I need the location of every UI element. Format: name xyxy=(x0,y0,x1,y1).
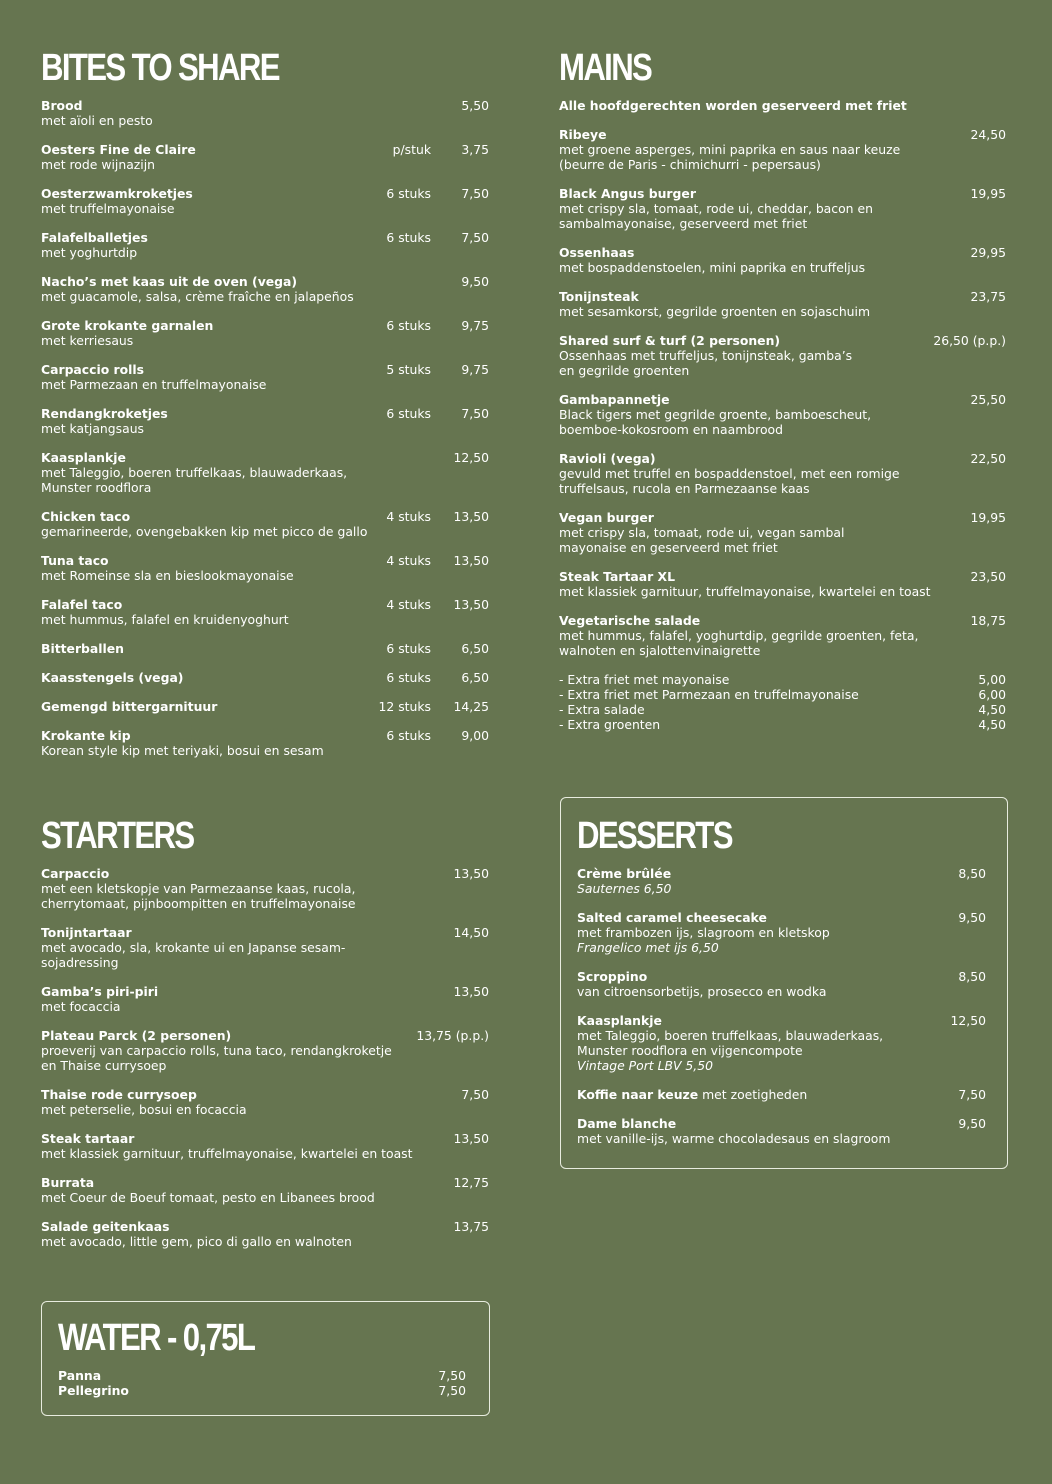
menu-item xyxy=(41,1087,489,1117)
mains-extras xyxy=(559,672,1006,732)
item-description: met avocado, sla, krokante ui en Japanse sesam-sojadressing xyxy=(41,940,346,970)
item-price: 19,95 xyxy=(970,510,1006,525)
menu-item xyxy=(41,641,489,656)
item-name xyxy=(41,1087,489,1102)
desserts-list xyxy=(577,866,986,1146)
item-name xyxy=(41,866,489,881)
item-price: 13,50 xyxy=(453,597,489,612)
item-price: 12,75 xyxy=(453,1175,489,1190)
extra-row xyxy=(559,672,1006,687)
item-description: met bospaddenstoelen, mini paprika en truffeljus xyxy=(559,260,866,275)
item-price: 9,50 xyxy=(461,274,489,289)
extra-label: - Extra friet met Parmezaan en truffelmayonaise xyxy=(559,687,859,702)
menu-item xyxy=(41,699,489,714)
item-price: 12,50 xyxy=(950,1013,986,1028)
menu-item xyxy=(41,230,489,260)
menu-item xyxy=(559,613,1006,658)
item-quantity: 6 stuks xyxy=(386,230,431,245)
water-row xyxy=(58,1383,466,1398)
water-list xyxy=(58,1368,466,1398)
menu-item xyxy=(41,597,489,627)
menu-item xyxy=(41,142,489,172)
item-name-text: Plateau Parck (2 personen) xyxy=(41,1028,232,1043)
menu-item xyxy=(41,670,489,685)
item-name-text: Carpaccio rolls xyxy=(41,362,145,377)
item-name xyxy=(577,866,986,881)
item-price: 13,50 xyxy=(453,509,489,524)
menu-item xyxy=(41,98,489,128)
item-name-text: Carpaccio xyxy=(41,866,110,881)
item-price: 9,50 xyxy=(958,910,986,925)
item-name-text: Chicken taco xyxy=(41,509,131,524)
desserts-section xyxy=(577,812,986,1160)
item-name xyxy=(577,910,986,925)
item-name xyxy=(577,969,986,984)
item-name-text: Shared surf & turf (2 personen) xyxy=(559,333,781,348)
item-name xyxy=(577,1116,986,1131)
menu-item xyxy=(41,553,489,583)
item-name-text: Falafel taco xyxy=(41,597,123,612)
item-description: met klassiek garnituur, truffelmayonaise, kwartelei en toast xyxy=(559,584,931,599)
item-price: 9,75 xyxy=(461,318,489,333)
item-name-text: Gemengd bittergarnituur xyxy=(41,699,218,714)
menu-item xyxy=(41,186,489,216)
desserts-heading: DESSERTS xyxy=(577,815,732,857)
item-name xyxy=(559,289,1006,304)
item-description: met aïoli en pesto xyxy=(41,113,153,128)
item-name xyxy=(41,925,489,940)
item-name xyxy=(41,1175,489,1190)
item-name-text: Oesterzwamkroketjes xyxy=(41,186,193,201)
item-wine-pairing: Vintage Port LBV 5,50 xyxy=(577,1058,714,1073)
bites-section xyxy=(41,44,489,772)
item-quantity: 5 stuks xyxy=(386,362,431,377)
menu-item xyxy=(559,289,1006,319)
item-price: 18,75 xyxy=(970,613,1006,628)
item-name xyxy=(559,451,1006,466)
item-name-text: Thaise rode currysoep xyxy=(41,1087,197,1102)
item-name xyxy=(41,450,489,465)
menu-item xyxy=(559,333,1006,378)
item-description: proeverij van carpaccio rolls, tuna taco, rendangkroketje en Thaise currysoep xyxy=(41,1043,392,1073)
menu-item xyxy=(577,969,986,999)
bites-heading: BITES TO SHARE xyxy=(41,47,279,89)
item-name-text: Ossenhaas xyxy=(559,245,635,260)
menu-item xyxy=(41,450,489,495)
item-quantity: 6 stuks xyxy=(386,406,431,421)
item-price: 23,50 xyxy=(970,569,1006,584)
water-heading: WATER - 0,75L xyxy=(58,1317,255,1359)
menu-item xyxy=(41,1219,489,1249)
menu-item xyxy=(559,451,1006,496)
water-row xyxy=(58,1368,466,1383)
item-price: 19,95 xyxy=(970,186,1006,201)
item-description: met yoghurtdip xyxy=(41,245,138,260)
menu-item xyxy=(577,1087,986,1102)
water-section xyxy=(58,1314,466,1398)
item-name-text: Koffie naar keuze xyxy=(577,1087,699,1102)
menu-item xyxy=(577,1013,986,1073)
mains-note: Alle hoofdgerechten worden geserveerd met friet xyxy=(559,98,907,113)
item-name xyxy=(41,1131,489,1146)
menu-item xyxy=(559,392,1006,437)
menu-item xyxy=(41,728,489,758)
item-description: Korean style kip met teriyaki, bosui en sesam xyxy=(41,743,324,758)
item-wine-pairing: Frangelico met ijs 6,50 xyxy=(577,940,719,955)
extra-price: 6,00 xyxy=(978,687,1006,702)
item-price: 13,75 (p.p.) xyxy=(416,1028,489,1043)
item-name xyxy=(559,510,1006,525)
item-name-text: Krokante kip xyxy=(41,728,131,743)
item-description: met groene asperges, mini paprika en saus naar keuze (beurre de Paris - chimichurri - pepersaus) xyxy=(559,142,901,172)
item-quantity: 12 stuks xyxy=(378,699,431,714)
menu-item xyxy=(41,866,489,911)
menu-item xyxy=(41,318,489,348)
item-price: 6,50 xyxy=(461,670,489,685)
item-description: van citroensorbetijs, prosecco en wodka xyxy=(577,984,827,999)
item-name xyxy=(559,186,1006,201)
item-description: met vanille-ijs, warme chocoladesaus en slagroom xyxy=(577,1131,891,1146)
item-wine-pairing: Sauternes 6,50 xyxy=(577,881,672,896)
item-quantity: 6 stuks xyxy=(386,641,431,656)
item-name-text: Vegetarische salade xyxy=(559,613,701,628)
menu-item xyxy=(559,569,1006,599)
item-description: met avocado, little gem, pico di gallo en walnoten xyxy=(41,1234,352,1249)
item-description: gemarineerde, ovengebakken kip met picco de gallo xyxy=(41,524,368,539)
item-name xyxy=(41,984,489,999)
item-description: met sesamkorst, gegrilde groenten en sojaschuim xyxy=(559,304,871,319)
item-name xyxy=(559,392,1006,407)
item-name-text: Bitterballen xyxy=(41,641,125,656)
extra-label: - Extra salade xyxy=(559,702,645,717)
extra-row xyxy=(559,687,1006,702)
mains-heading: MAINS xyxy=(559,47,652,89)
item-price: 8,50 xyxy=(958,866,986,881)
item-price: 13,75 xyxy=(453,1219,489,1234)
item-description: met truffelmayonaise xyxy=(41,201,175,216)
item-name-text: Dame blanche xyxy=(577,1116,677,1131)
item-name-text: Tuna taco xyxy=(41,553,109,568)
starters-section xyxy=(41,812,489,1263)
item-name-text: Oesters Fine de Claire xyxy=(41,142,196,157)
item-name xyxy=(41,98,489,113)
item-quantity: 6 stuks xyxy=(386,318,431,333)
item-description: met klassiek garnituur, truffelmayonaise, kwartelei en toast xyxy=(41,1146,413,1161)
item-description: Black tigers met gegrilde groente, bamboescheut, boemboe-kokosroom en naambrood xyxy=(559,407,872,437)
starters-heading: STARTERS xyxy=(41,815,194,857)
menu-item xyxy=(577,1116,986,1146)
item-price: 22,50 xyxy=(970,451,1006,466)
item-name-text: Kaasstengels (vega) xyxy=(41,670,184,685)
item-description: met rode wijnazijn xyxy=(41,157,156,172)
extra-row xyxy=(559,702,1006,717)
item-inline-desc: met zoetigheden xyxy=(698,1087,808,1102)
menu-item xyxy=(41,1028,489,1073)
item-name-text: Steak Tartaar XL xyxy=(559,569,676,584)
menu-item xyxy=(41,406,489,436)
item-name-text: Tonijntartaar xyxy=(41,925,132,940)
menu-item xyxy=(559,127,1006,172)
item-description: met Taleggio, boeren truffelkaas, blauwaderkaas, Munster roodflora en vijgencompote xyxy=(577,1028,884,1058)
item-description: gevuld met truffel en bospaddenstoel, met een romige truffelsaus, rucola en Parmezaanse kaas xyxy=(559,466,900,496)
item-price: 26,50 (p.p.) xyxy=(933,333,1006,348)
item-name-text: Gamba’s piri-piri xyxy=(41,984,159,999)
menu-item xyxy=(41,1131,489,1161)
item-name-text: Gambapannetje xyxy=(559,392,670,407)
item-quantity: 4 stuks xyxy=(386,597,431,612)
item-name-text: Ribeye xyxy=(559,127,607,142)
item-price: 7,50 xyxy=(461,1087,489,1102)
menu-item xyxy=(41,984,489,1014)
item-description: met crispy sla, tomaat, rode ui, cheddar, bacon en sambalmayonaise, geserveerd met friet xyxy=(559,201,873,231)
item-quantity: 6 stuks xyxy=(386,728,431,743)
item-name-text: Kaasplankje xyxy=(41,450,126,465)
item-name-text: Tonijnsteak xyxy=(559,289,639,304)
item-quantity: 6 stuks xyxy=(386,186,431,201)
item-name-text: Falafelballetjes xyxy=(41,230,148,245)
item-name-text: Nacho’s met kaas uit de oven (vega) xyxy=(41,274,298,289)
item-price: 12,50 xyxy=(453,450,489,465)
item-price: 25,50 xyxy=(970,392,1006,407)
item-price: 7,50 xyxy=(461,186,489,201)
item-price: 23,75 xyxy=(970,289,1006,304)
menu-item xyxy=(41,509,489,539)
item-name xyxy=(41,274,489,289)
item-name-text: Rendangkroketjes xyxy=(41,406,168,421)
item-quantity: 6 stuks xyxy=(386,670,431,685)
water-name: Pellegrino xyxy=(58,1383,129,1398)
menu-item xyxy=(41,925,489,970)
item-name-text: Vegan burger xyxy=(559,510,654,525)
menu-item xyxy=(577,866,986,896)
item-description: met peterselie, bosui en focaccia xyxy=(41,1102,247,1117)
bites-list xyxy=(41,98,489,758)
item-price: 7,50 xyxy=(461,406,489,421)
item-name-text: Brood xyxy=(41,98,83,113)
item-description: met Romeinse sla en bieslookmayonaise xyxy=(41,568,294,583)
mains-list xyxy=(559,127,1006,658)
menu-item xyxy=(559,186,1006,231)
menu-item xyxy=(559,510,1006,555)
extra-price: 5,00 xyxy=(978,672,1006,687)
menu-item xyxy=(41,362,489,392)
item-quantity: p/stuk xyxy=(392,142,431,157)
extra-label: - Extra groenten xyxy=(559,717,661,732)
item-name-text: Scroppino xyxy=(577,969,648,984)
item-name-text: Salade geitenkaas xyxy=(41,1219,170,1234)
item-description: met focaccia xyxy=(41,999,121,1014)
item-name-text: Ravioli (vega) xyxy=(559,451,656,466)
item-price: 14,25 xyxy=(453,699,489,714)
item-name-text: Grote krokante garnalen xyxy=(41,318,214,333)
item-name-text: Steak tartaar xyxy=(41,1131,135,1146)
item-price: 13,50 xyxy=(453,866,489,881)
item-name xyxy=(41,1219,489,1234)
item-price: 8,50 xyxy=(958,969,986,984)
water-name: Panna xyxy=(58,1368,102,1383)
item-description: met Parmezaan en truffelmayonaise xyxy=(41,377,267,392)
item-name-text: Burrata xyxy=(41,1175,95,1190)
item-name xyxy=(559,127,1006,142)
item-description: met hummus, falafel en kruidenyoghurt xyxy=(41,612,289,627)
menu-item xyxy=(41,274,489,304)
item-name-text: Salted caramel cheesecake xyxy=(577,910,767,925)
item-name xyxy=(559,245,1006,260)
item-price: 29,95 xyxy=(970,245,1006,260)
starters-list xyxy=(41,866,489,1249)
item-price: 6,50 xyxy=(461,641,489,656)
menu-item xyxy=(577,910,986,955)
menu-item xyxy=(559,245,1006,275)
item-price: 9,50 xyxy=(958,1116,986,1131)
item-price: 7,50 xyxy=(958,1087,986,1102)
extra-row xyxy=(559,717,1006,732)
item-price: 13,50 xyxy=(453,984,489,999)
item-description: met hummus, falafel, yoghurtdip, gegrilde groenten, feta, walnoten en sjalottenvinaigrette xyxy=(559,628,919,658)
item-price: 3,75 xyxy=(461,142,489,157)
item-name-text: Crème brûlée xyxy=(577,866,672,881)
item-description: Ossenhaas met truffeljus, tonijnsteak, gamba’s en gegrilde groenten xyxy=(559,348,853,378)
item-price: 9,75 xyxy=(461,362,489,377)
item-description: met crispy sla, tomaat, rode ui, vegan sambal mayonaise en geserveerd met friet xyxy=(559,525,845,555)
water-price: 7,50 xyxy=(438,1368,466,1383)
extra-price: 4,50 xyxy=(978,702,1006,717)
item-name-text: Kaasplankje xyxy=(577,1013,662,1028)
item-price: 24,50 xyxy=(970,127,1006,142)
item-price: 7,50 xyxy=(461,230,489,245)
item-name xyxy=(559,613,1006,628)
item-description: met een kletskopje van Parmezaanse kaas, rucola, cherrytomaat, pijnboompitten en truffelmayonaise xyxy=(41,881,356,911)
mains-section xyxy=(559,44,1006,732)
item-description: met katjangsaus xyxy=(41,421,145,436)
item-name xyxy=(577,1013,986,1028)
item-description: met Taleggio, boeren truffelkaas, blauwaderkaas, Munster roodflora xyxy=(41,465,348,495)
item-name-text: Black Angus burger xyxy=(559,186,696,201)
item-quantity: 4 stuks xyxy=(386,553,431,568)
item-description: met Coeur de Boeuf tomaat, pesto en Libanees brood xyxy=(41,1190,375,1205)
water-price: 7,50 xyxy=(438,1383,466,1398)
menu-item xyxy=(41,1175,489,1205)
item-price: 5,50 xyxy=(461,98,489,113)
item-quantity: 4 stuks xyxy=(386,509,431,524)
item-price: 13,50 xyxy=(453,553,489,568)
extra-label: - Extra friet met mayonaise xyxy=(559,672,730,687)
item-description: met kerriesaus xyxy=(41,333,134,348)
item-price: 9,00 xyxy=(461,728,489,743)
extra-price: 4,50 xyxy=(978,717,1006,732)
item-price: 14,50 xyxy=(453,925,489,940)
item-name xyxy=(559,569,1006,584)
item-description: met guacamole, salsa, crème fraîche en jalapeños xyxy=(41,289,354,304)
item-name xyxy=(577,1087,986,1102)
item-price: 13,50 xyxy=(453,1131,489,1146)
item-description: met frambozen ijs, slagroom en kletskop xyxy=(577,925,830,940)
